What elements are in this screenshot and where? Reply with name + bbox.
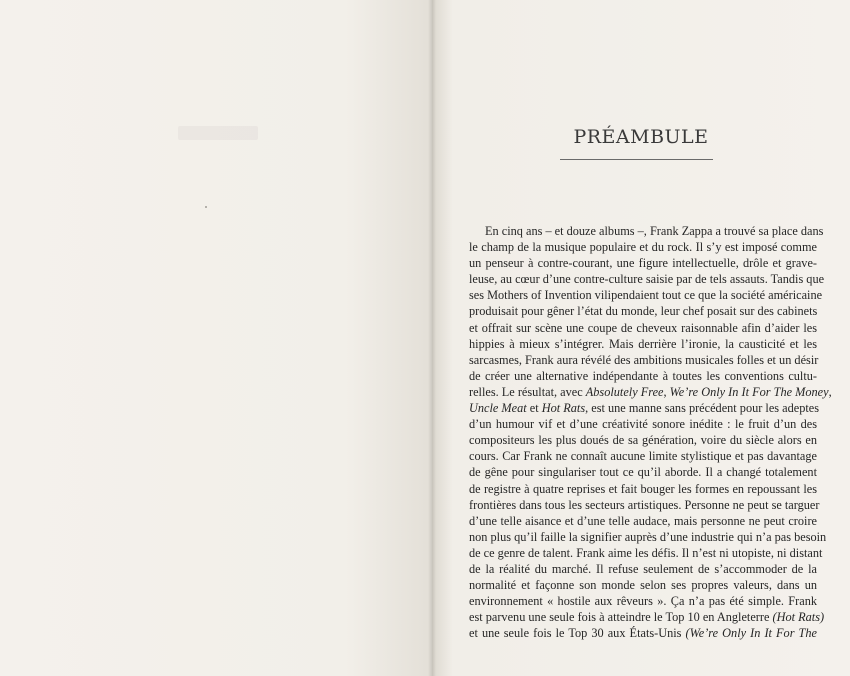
text-line: compositeurs les plus doués de sa génération, voire du siècle alors en: [469, 433, 817, 448]
text-line: produisait pour gêner l’état du monde, leur chef posait sur des cabinets: [469, 304, 818, 319]
text-run: , est une manne sans précédent pour les adeptes: [585, 401, 820, 416]
text-run: ,: [828, 384, 832, 399]
text-run: et: [526, 401, 542, 416]
chapter-title: PRÉAMBULE: [573, 126, 709, 148]
text-line: le champ de la musique populaire et du rock. Il s’y est imposé comme: [469, 240, 817, 255]
text-line: environnement « hostile aux rêveurs ». Ça n’a pas été simple. Frank: [469, 594, 817, 609]
album-title: Hot Rats: [541, 401, 586, 416]
text-line: frontières dans tous les secteurs artistiques. Personne ne peut se targuer: [469, 497, 820, 512]
album-title: (We’re Only In It For The: [685, 626, 817, 641]
text-line: et offrait sur scène une coupe de cheveux raisonnable afin d’aider les: [469, 320, 817, 335]
album-title: Absolutely Free: [585, 384, 664, 399]
album-title: We’re Only In It For The Money: [669, 384, 829, 399]
text-line: En cinq ans – et douze albums –, Frank Zappa a trouvé sa place dans: [485, 224, 824, 238]
text-line: normalité et façonne son monde selon ses propres valeurs, dans un: [469, 578, 817, 593]
text-line: d’une telle aisance et d’une telle audace, mais personne ne peut croire: [469, 513, 817, 528]
text-line: ses Mothers of Invention vilipendaient tout ce que la société américaine: [469, 288, 823, 303]
text-line: [469, 400, 820, 416]
text-line: de ce genre de talent. Frank aime les défis. Il n’est ni utopiste, ni distant: [469, 545, 823, 560]
text-line: un penseur à contre-courant, une figure intellectuelle, drôle et grave-: [469, 256, 817, 271]
text-line: [469, 625, 817, 641]
title-divider: [560, 159, 713, 160]
text-run: ,: [663, 384, 670, 399]
text-run: est parvenu une seule fois à atteindre le Top 10 en Angleterre: [469, 610, 773, 625]
album-title: (Hot Rats): [772, 610, 825, 625]
text-line: non plus qu’il faille la signifier auprès d’une industrie qui n’a pas besoin: [469, 529, 827, 544]
text-line: sarcasmes, Frank aura révélé des ambitions musicales folles et un désir: [469, 352, 819, 367]
body-paragraph: [469, 223, 832, 641]
text-run: relles. Le résultat, avec: [469, 384, 586, 399]
album-title: Uncle Meat: [469, 401, 527, 416]
text-line: de gêne pour singulariser tout ce qu’il aborde. Il a changé totalement: [469, 465, 817, 480]
text-line: d’un humour vif et d’une créativité sonore inédite : le fruit d’un des: [469, 417, 817, 432]
paper-speck: [205, 206, 207, 208]
right-page: [432, 0, 850, 676]
text-line: [469, 609, 825, 625]
text-line: [469, 384, 832, 400]
text-line: de créer une alternative indépendante à toutes les conventions cultu-: [469, 368, 817, 383]
text-run: et une seule fois le Top 30 aux États-Unis: [469, 626, 686, 641]
text-line: hippies à mieux s’intégrer. Mais derrière l’ironie, la causticité et les: [469, 336, 817, 351]
text-line: de la réalité du marché. Il refuse seulement de s’accommoder de la: [469, 561, 817, 576]
show-through-title: [178, 126, 258, 140]
text-line: cours. Car Frank ne connaît aucune limite stylistique et pas davantage: [469, 449, 817, 464]
text-line: leuse, au cœur d’une contre-culture saisie par de tels assauts. Tandis que: [469, 272, 825, 287]
text-line: de registre à quatre reprises et fait bouger les formes en repoussant les: [469, 481, 817, 496]
